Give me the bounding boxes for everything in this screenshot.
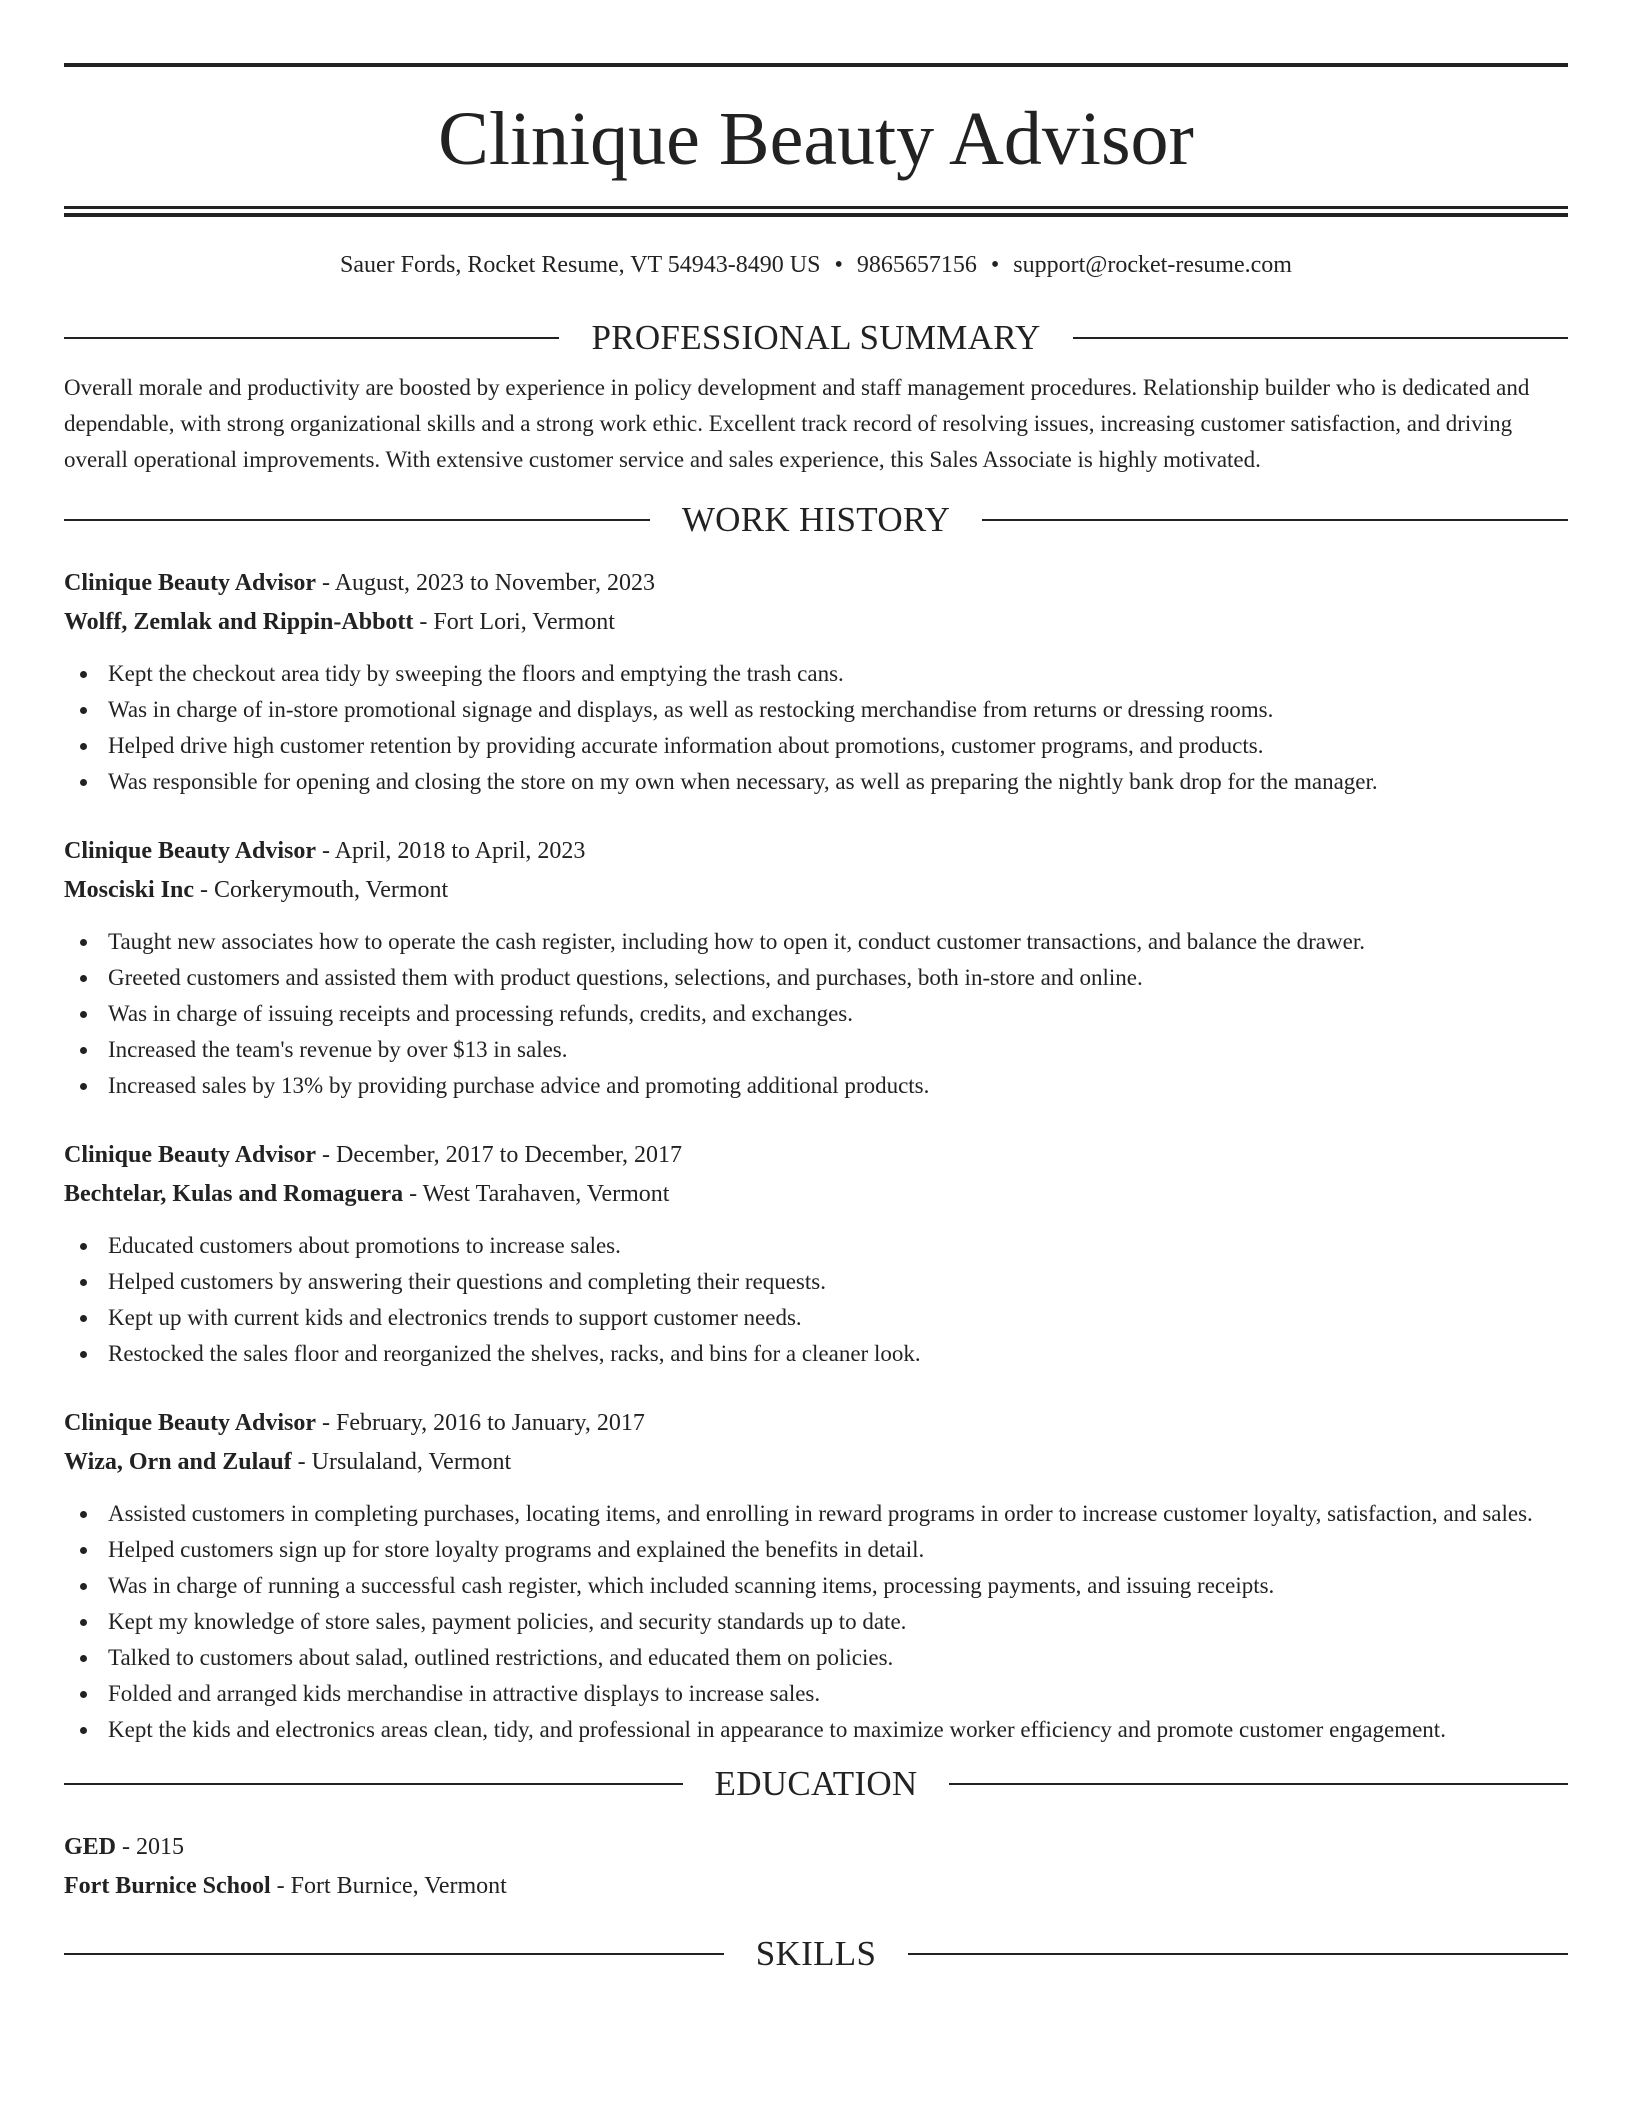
list-item: Assisted customers in completing purchases, locating items, and enrolling in reward programs in order to increase customer loyalty, satisfaction, and sales. — [64, 1496, 1568, 1532]
contact-address: Sauer Fords, Rocket Resume, VT 54943-8490 US — [340, 252, 821, 278]
job-location: - Corkerymouth, Vermont — [194, 877, 449, 903]
list-item: Taught new associates how to operate the cash register, including how to open it, conduct customer transactions, and balance the drawer. — [64, 924, 1568, 960]
header-top-rule — [64, 63, 1568, 67]
education-school: Fort Burnice School — [64, 1873, 271, 1899]
contact-separator: • — [834, 252, 843, 278]
job-company-line — [64, 871, 1568, 910]
job-entry — [64, 1404, 1568, 1748]
heading-rule-right — [1073, 337, 1568, 339]
job-role: Clinique Beauty Advisor — [64, 570, 317, 596]
education-degree-line — [64, 1828, 1568, 1867]
job-title-line — [64, 1404, 1568, 1443]
section-heading-education — [64, 1764, 1568, 1804]
list-item: Kept up with current kids and electronics trends to support customer needs. — [64, 1300, 1568, 1336]
list-item: Educated customers about promotions to increase sales. — [64, 1228, 1568, 1264]
education-location: - Fort Burnice, Vermont — [270, 1873, 507, 1899]
list-item: Was in charge of issuing receipts and processing refunds, credits, and exchanges. — [64, 996, 1568, 1032]
heading-rule-right — [982, 519, 1568, 521]
education-entry — [64, 1828, 1568, 1906]
section-heading-work-history — [64, 500, 1568, 540]
list-item: Kept my knowledge of store sales, payment policies, and security standards up to date. — [64, 1604, 1568, 1640]
list-item: Restocked the sales floor and reorganized the shelves, racks, and bins for a cleaner look. — [64, 1336, 1568, 1372]
list-item: Helped drive high customer retention by providing accurate information about promotions, customer programs, and products. — [64, 728, 1568, 764]
job-dates: - February, 2016 to January, 2017 — [316, 1410, 645, 1436]
heading-rule-right — [908, 1953, 1568, 1955]
heading-rule-left — [64, 337, 559, 339]
job-company: Bechtelar, Kulas and Romaguera — [64, 1181, 404, 1207]
summary-text: Overall morale and productivity are boosted by experience in policy development and staff management procedures. Relationship builder who is dedicated and dependable, with strong organizational skills and a strong work ethic. Excellent track record of resolving issues, increasing customer satisfaction, and driving overall operational improvements. With extensive customer service and sales experience, this Sales Associate is highly motivated. — [64, 375, 1530, 472]
education-year: - 2015 — [116, 1834, 185, 1860]
job-bullets — [64, 656, 1568, 800]
list-item: Kept the kids and electronics areas clean, tidy, and professional in appearance to maximize worker efficiency and promote customer engagement. — [64, 1712, 1568, 1748]
heading-rule-left — [64, 1783, 683, 1785]
job-title-line — [64, 564, 1568, 603]
job-role: Clinique Beauty Advisor — [64, 1142, 317, 1168]
job-bullets — [64, 1496, 1568, 1748]
job-dates: - August, 2023 to November, 2023 — [316, 570, 656, 596]
section-title: PROFESSIONAL SUMMARY — [591, 318, 1041, 357]
list-item: Talked to customers about salad, outlined restrictions, and educated them on policies. — [64, 1640, 1568, 1676]
resume-page — [0, 63, 1632, 2112]
education-degree: GED — [64, 1834, 117, 1860]
job-title-line — [64, 1136, 1568, 1175]
job-dates: - December, 2017 to December, 2017 — [316, 1142, 682, 1168]
job-location: - West Tarahaven, Vermont — [403, 1181, 670, 1207]
section-heading-skills — [64, 1934, 1568, 1974]
job-company-line — [64, 1443, 1568, 1482]
job-role: Clinique Beauty Advisor — [64, 838, 317, 864]
list-item: Was responsible for opening and closing the store on my own when necessary, as well as preparing the nightly bank drop for the manager. — [64, 764, 1568, 800]
job-company: Mosciski Inc — [64, 877, 195, 903]
section-title: WORK HISTORY — [681, 500, 951, 539]
job-dates: - April, 2018 to April, 2023 — [316, 838, 586, 864]
list-item: Was in charge of running a successful cash register, which included scanning items, processing payments, and issuing receipts. — [64, 1568, 1568, 1604]
list-item: Increased sales by 13% by providing purchase advice and promoting additional products. — [64, 1068, 1568, 1104]
job-entry — [64, 564, 1568, 800]
heading-rule-right — [949, 1783, 1568, 1785]
list-item: Increased the team's revenue by over $13 in sales. — [64, 1032, 1568, 1068]
list-item: Helped customers sign up for store loyalty programs and explained the benefits in detail. — [64, 1532, 1568, 1568]
list-item: Kept the checkout area tidy by sweeping the floors and emptying the trash cans. — [64, 656, 1568, 692]
job-title-line — [64, 832, 1568, 871]
section-title: SKILLS — [755, 1934, 877, 1973]
list-item: Folded and arranged kids merchandise in attractive displays to increase sales. — [64, 1676, 1568, 1712]
header-double-rule — [64, 206, 1568, 217]
job-role: Clinique Beauty Advisor — [64, 1410, 317, 1436]
contact-email: support@rocket-resume.com — [1013, 252, 1292, 278]
job-entry — [64, 832, 1568, 1104]
section-title: EDUCATION — [714, 1764, 918, 1803]
job-location: - Ursulaland, Vermont — [291, 1449, 512, 1475]
contact-separator: • — [990, 252, 1000, 278]
education-school-line — [64, 1867, 1568, 1906]
contact-line — [64, 250, 1568, 280]
job-company-line — [64, 603, 1568, 642]
job-bullets — [64, 924, 1568, 1104]
job-company-line — [64, 1175, 1568, 1214]
job-location: - Fort Lori, Vermont — [413, 609, 615, 635]
list-item: Greeted customers and assisted them with product questions, selections, and purchases, both in-store and online. — [64, 960, 1568, 996]
job-entry — [64, 1136, 1568, 1372]
heading-rule-left — [64, 519, 650, 521]
job-bullets — [64, 1228, 1568, 1372]
list-item: Helped customers by answering their questions and completing their requests. — [64, 1264, 1568, 1300]
candidate-name: Clinique Beauty Advisor — [438, 97, 1194, 181]
job-company: Wiza, Orn and Zulauf — [64, 1449, 292, 1475]
list-item: Was in charge of in-store promotional signage and displays, as well as restocking merchandise from returns or dressing rooms. — [64, 692, 1568, 728]
job-company: Wolff, Zemlak and Rippin-Abbott — [64, 609, 414, 635]
contact-phone: 9865657156 — [856, 252, 977, 278]
section-heading-summary — [64, 318, 1568, 358]
heading-rule-left — [64, 1953, 724, 1955]
